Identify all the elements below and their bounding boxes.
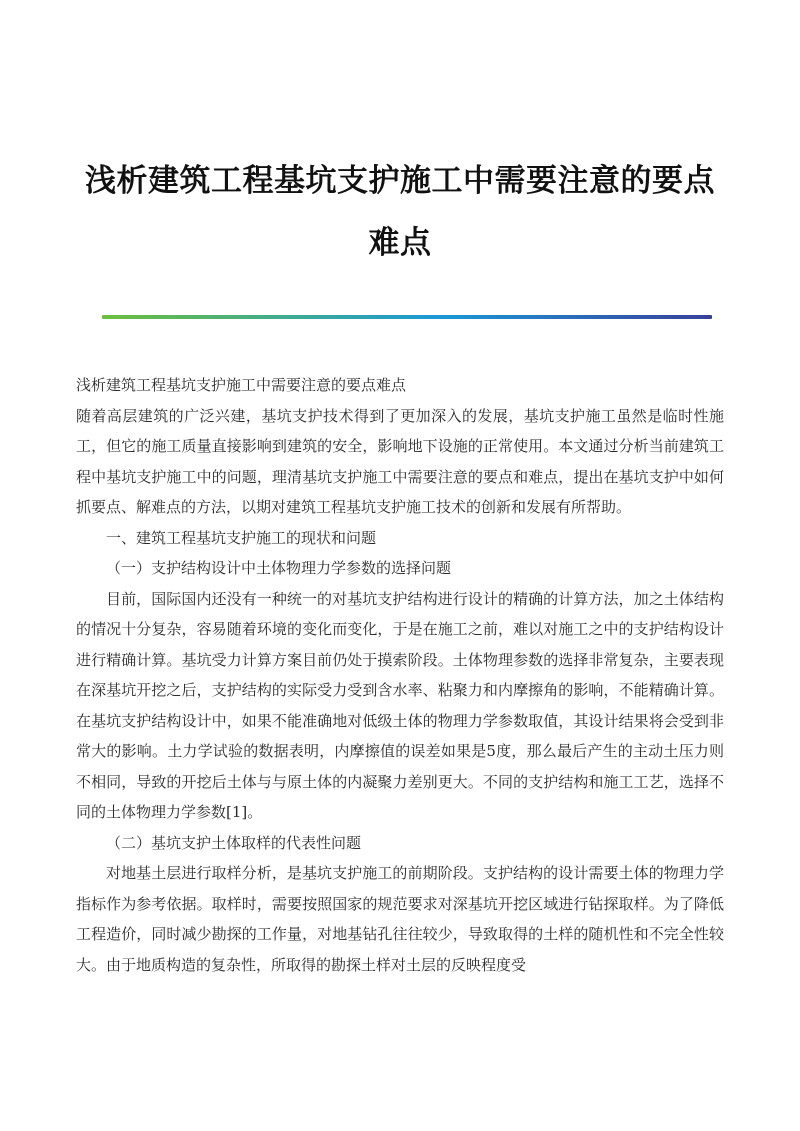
lead-title-paragraph: 浅析建筑工程基坑支护施工中需要注意的要点难点: [76, 376, 407, 394]
subsection-heading: （二）基坑支护土体取样的代表性问题: [106, 833, 362, 852]
body-paragraph: 对地基土层进行取样分析，是基坑支护施工的前期阶段。支护结构的设计需要土体的物理力学指标作为参考依据。取样时，需要按照国家的规范要求对深基坑开挖区域进行钻探取样。为了降低工程造价，同时减少勘探的工作量，对地基钻孔往往较少，导致取得的土样的随机性和不完全性较大。由于地质构造的复杂性，所取得的勘探土样对土层的反映程度受: [76, 864, 724, 974]
body-paragraph: 随着高层建筑的广泛兴建，基坑支护技术得到了更加深入的发展，基坑支护施工虽然是临时性施工，但它的施工质量直接影响到建筑的安全，影响地下设施的正常使用。本文通过分析当前建筑工程中基坑支护施工中的问题，理清基坑支护施工中需要注意的要点和难点，提出在基坑支护中如何抓要点、解难点的方法，以期对建筑工程基坑支护施工技术的创新和发展有所帮助。: [76, 406, 724, 516]
section-heading: 一、建筑工程基坑支护施工的现状和问题: [106, 528, 377, 547]
document-title: 浅析建筑工程基坑支护施工中需要注意的要点难点: [85, 163, 715, 261]
title-divider: [102, 315, 712, 319]
subsection-heading: （一）支护结构设计中土体物理力学参数的选择问题: [106, 559, 452, 577]
document-body: [76, 370, 724, 980]
body-paragraph: 目前，国际国内还没有一种统一的对基坑支护结构进行设计的精确的计算方法，加之土体结构的情况十分复杂，容易随着环境的变化而变化，于是在施工之前，难以对施工之中的支护结构设计进行精确计算。基坑受力计算方案目前仍处于摸索阶段。土体物理参数的选择非常复杂，主要表现在深基坑开挖之后，支护结构的实际受力受到含水率、粘聚力和内摩擦角的影响，不能精确计算。在基坑支护结构设计中，如果不能准确地对低级土体的物理力学参数取值，其设计结果将会受到非常大的影响。土力学试验的数据表明，内摩擦值的误差如果是5度，那么最后产生的主动土压力则不相同，导致的开挖后土体与与原土体的内凝聚力差别更大。不同的支护结构和施工工艺，选择不同的土体物理力学参数[1]。: [76, 589, 724, 821]
